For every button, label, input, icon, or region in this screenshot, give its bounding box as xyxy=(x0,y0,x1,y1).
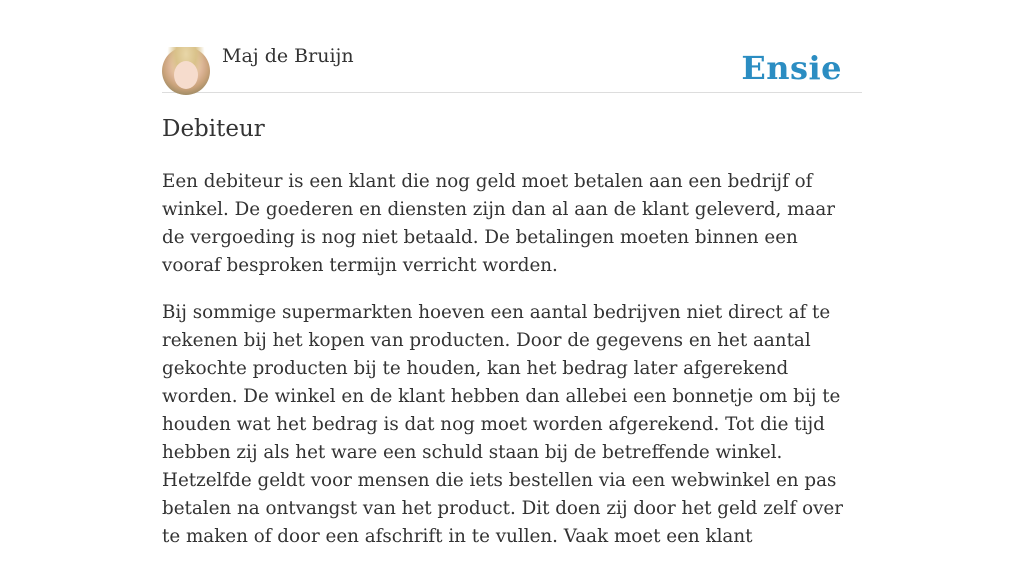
avatar-face xyxy=(174,61,198,89)
brand-logo[interactable]: Ensie xyxy=(741,49,842,87)
author-avatar[interactable] xyxy=(162,47,210,95)
header xyxy=(162,0,862,93)
page-container xyxy=(162,0,862,547)
article-paragraph: Bij sommige supermarkten hoeven een aantal bedrijven niet direct af te rekenen bij het kopen van producten. Door de gegevens en het aantal gekochte producten bij te houden, kan het bedrag later afgerekend worden. De winkel en de klant hebben dan allebei een bonnetje om bij te houden wat het bedrag is dat nog moet worden afgerekend. Tot die tijd hebben zij als het ware een schuld staan bij de betreffende winkel. Hetzelfde geldt voor mensen die iets bestellen via een webwinkel en pas betalen na ontvangst van het product. Dit doen zij door het geld zelf over te maken of door een afschrift in te vullen. Vaak moet een klant xyxy=(162,302,843,547)
page-title: Debiteur xyxy=(162,116,265,142)
author-name-link[interactable]: Maj de Bruijn xyxy=(222,45,354,67)
article-paragraph: Een debiteur is een klant die nog geld moet betalen aan een bedrijf of winkel. De goederen en diensten zijn dan al aan de klant geleverd, maar de vergoeding is nog niet betaald. De betalingen moeten binnen een vooraf besproken termijn verricht worden. xyxy=(162,171,836,276)
article-body xyxy=(162,168,862,570)
